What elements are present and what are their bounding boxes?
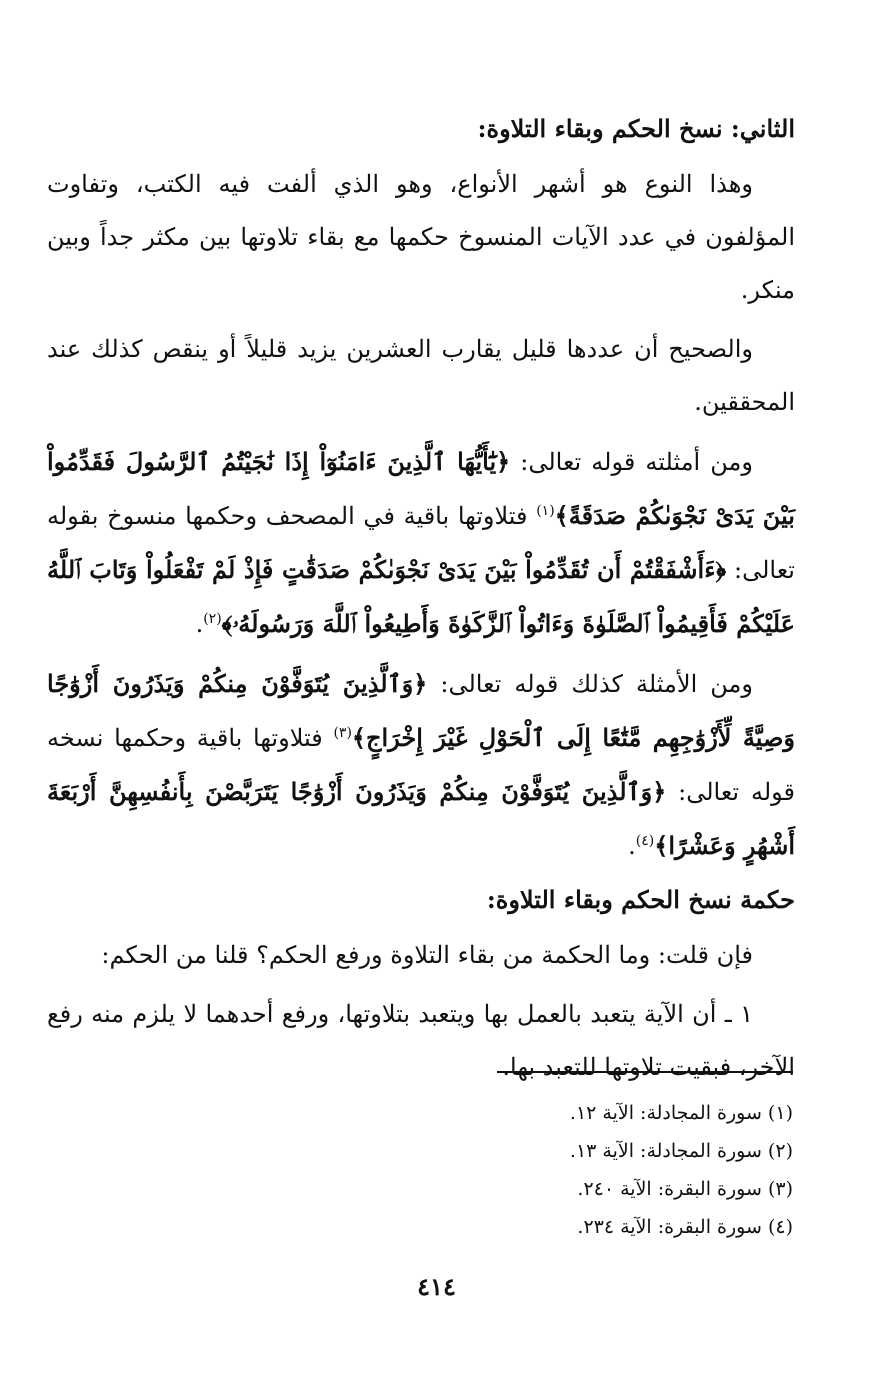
paragraph-example-2 — [47, 657, 795, 873]
section-heading-abrogation: الثاني: نسخ الحكم وبقاء التلاوة: — [477, 114, 795, 143]
verse-bracket-close: ﴾ — [221, 609, 233, 638]
section-heading-wisdom: حكمة نسخ الحكم وبقاء التلاوة: — [486, 885, 795, 914]
example1-intro: ومن أمثلته قوله تعالى: — [520, 448, 753, 476]
verse-bracket-close: ﴾ — [351, 723, 366, 752]
footnote-ref-1: (١) — [536, 503, 555, 519]
footnote-2: (٢) سورة المجادلة: الآية ١٣. — [569, 1140, 793, 1162]
paragraph-question: فإن قلت: وما الحكمة من بقاء التلاوة ورفع الحكم؟ قلنا من الحكم: — [101, 941, 753, 969]
example1-end: . — [195, 610, 204, 638]
verse-bracket-open: ﴿ — [715, 555, 727, 584]
paragraph-example-1 — [47, 435, 795, 651]
example2-after: فتلاوتها باقية وحكمها نسخه قوله تعالى: — [47, 724, 795, 806]
quran-verse-baqara-234: وَٱلَّذِينَ يُتَوَفَّوْنَ مِنكُمْ وَيَذَرُونَ أَزْوَٰجًا يَتَرَبَّصْنَ بِأَنفُسِهِنَّ أَرْبَعَةَ أَشْهُرٍ وَعَشْرًا — [47, 777, 795, 860]
example2-intro: ومن الأمثلة كذلك قوله تعالى: — [440, 670, 753, 698]
page-number: ٤١٤ — [417, 1272, 456, 1301]
paragraph-intro: وهذا النوع هو أشهر الأنواع، وهو الذي ألفت فيه الكتب، وتفاوت المؤلفون في عدد الآيات المنسوخ حكمها مع بقاء تلاوتها بين مكثر جداً وبين منكر. — [47, 170, 795, 304]
footnote-divider — [497, 1071, 793, 1073]
verse-bracket-open: ﴿ — [413, 669, 428, 698]
footnote-1: (١) سورة المجادلة: الآية ١٢. — [569, 1102, 793, 1124]
paragraph-count: والصحيح أن عددها قليل يقارب العشرين يزيد قليلاً أو ينقص كذلك عند المحققين. — [47, 335, 795, 416]
verse-bracket-open: ﴿ — [652, 777, 667, 806]
quran-verse-mujadila-13: ءَأَشْفَقْتُمْ أَن تُقَدِّمُواْ بَيْنَ يَدَىْ نَجْوَىٰكُمْ صَدَقَٰتٍ فَإِذْ لَمْ تَفْعَلُواْ وَتَابَ ٱللَّهُ عَلَيْكُمْ فَأَقِيمُواْ ٱلصَّلَوٰةَ وَءَاتُواْ ٱلزَّكَوٰةَ وَأَطِيعُواْ ٱللَّهَ وَرَسُولَهُۥ — [47, 555, 795, 638]
footnote-ref-4: (٤) — [635, 833, 655, 849]
quran-verse-mujadila-12: يَٰٓأَيُّهَا ٱلَّذِينَ ءَامَنُوٓاْ إِذَا نَٰجَيْتُمُ ٱلرَّسُولَ فَقَدِّمُواْ بَيْنَ يَدَىْ نَجْوَىٰكُمْ صَدَقَةً — [47, 447, 795, 530]
example1-after: فتلاوتها باقية في المصحف وحكمها منسوخ بقوله تعالى: — [47, 502, 795, 584]
paragraph-point-1: ١ ـ أن الآية يتعبد بالعمل بها ويتعبد بتلاوتها، ورفع أحدهما لا يلزم منه رفع الآخر، فبقيت تلاوتها للتعبد بها. — [47, 1000, 795, 1081]
verse-bracket-open: ﴿ — [496, 447, 511, 476]
quran-verse-baqara-240: وَٱلَّذِينَ يُتَوَفَّوْنَ مِنكُمْ وَيَذَرُونَ أَزْوَٰجًا وَصِيَّةً لِّأَزْوَٰجِهِم مَّتَٰعًا إِلَى ٱلْحَوْلِ غَيْرَ إِخْرَاجٍ — [47, 669, 795, 752]
footnotes — [193, 1094, 793, 1246]
verse-bracket-close: ﴾ — [554, 501, 569, 530]
example2-end: . — [628, 832, 636, 860]
footnote-3: (٣) سورة البقرة: الآية ٢٤٠. — [577, 1178, 793, 1200]
main-text — [47, 108, 795, 1100]
footnote-ref-2: (٢) — [203, 611, 222, 627]
footnote-4: (٤) سورة البقرة: الآية ٢٣٤. — [577, 1216, 793, 1238]
verse-bracket-close: ﴾ — [654, 831, 669, 860]
footnote-ref-3: (٣) — [333, 725, 352, 741]
